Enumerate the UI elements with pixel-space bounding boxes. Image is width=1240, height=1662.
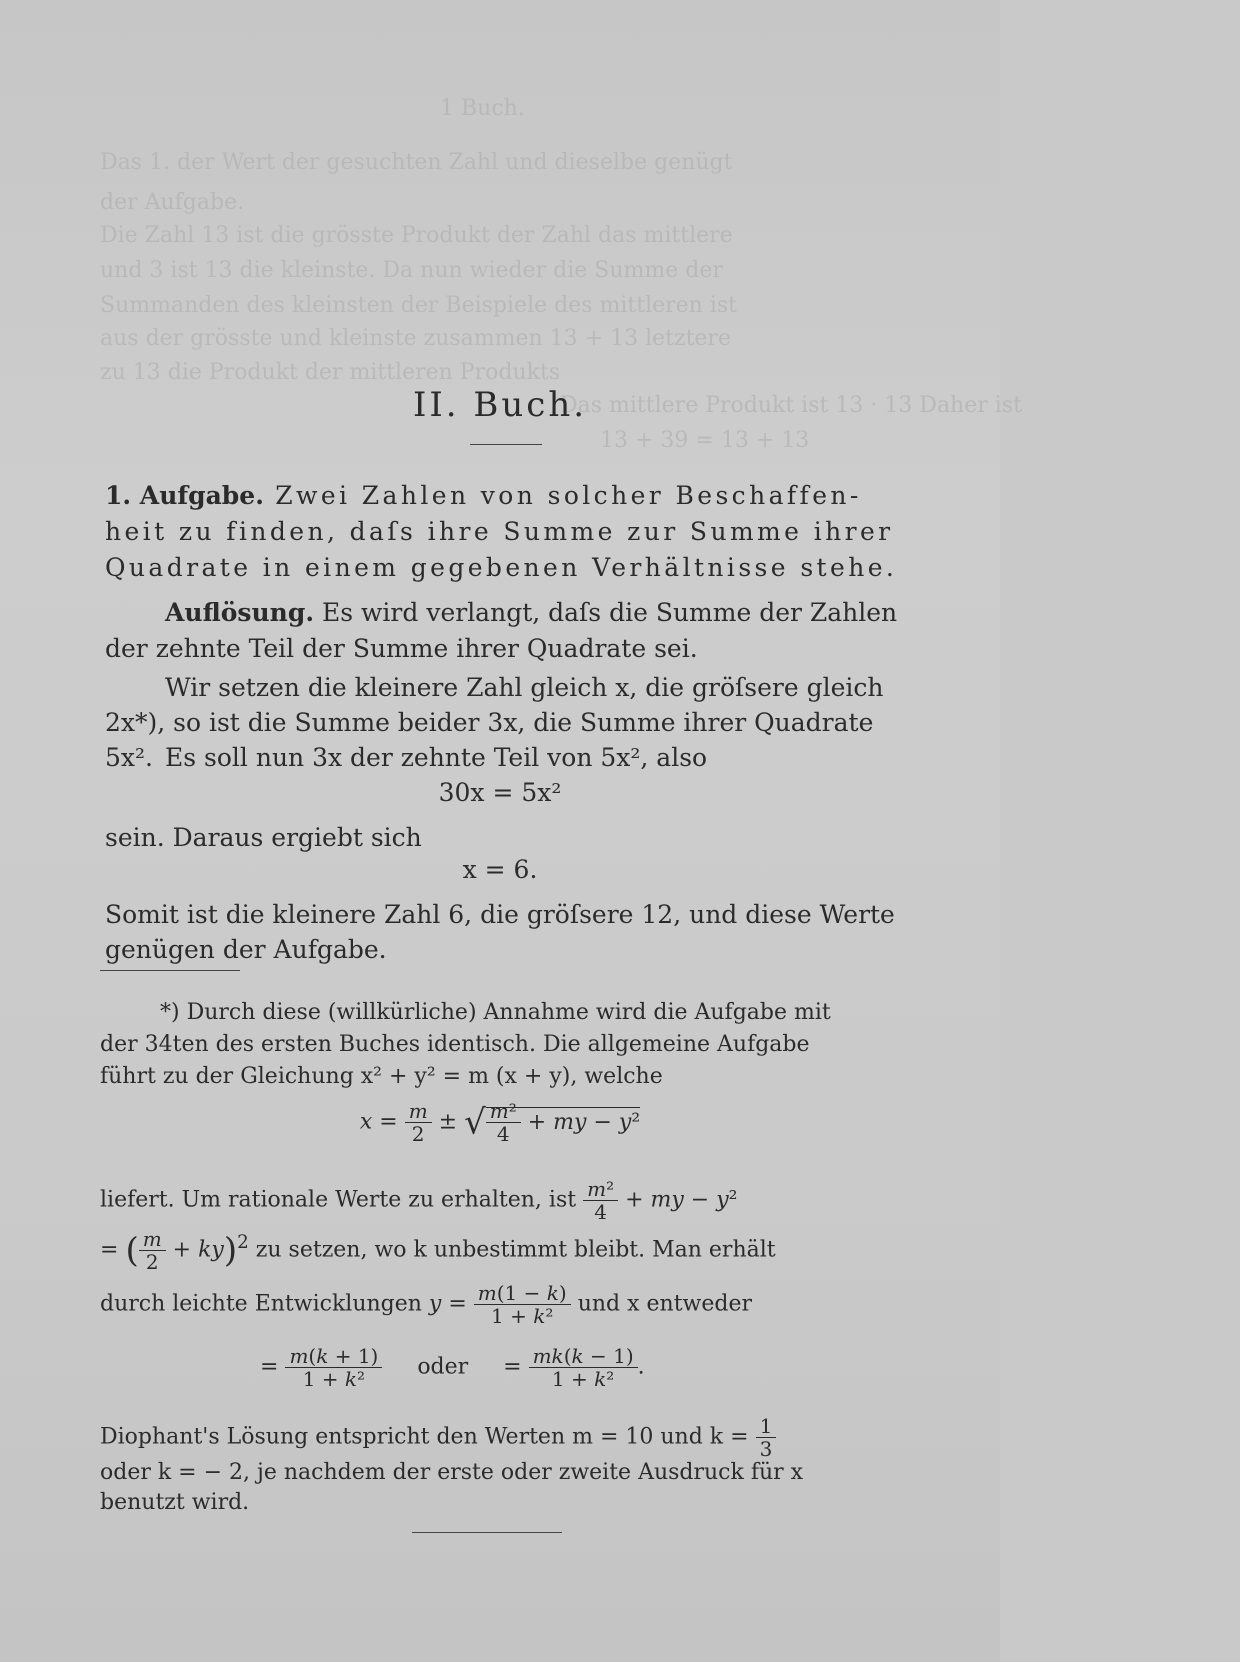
footnote-rule	[100, 970, 240, 971]
fraction: $\frac{\text{m²}}{4}$	[486, 1100, 521, 1145]
footnote-line	[100, 1415, 900, 1460]
bleed-through-line: Summanden des kleinsten der Beispiele des mittleren ist	[100, 293, 738, 318]
chapter-title: II. Buch.	[412, 385, 588, 425]
solution-line: Somit ist die kleinere Zahl 6, die gröſsere 12, und diese Werte	[105, 900, 895, 929]
bleed-through-line: Das mittlere Produkt ist 13 · 13 Daher ist	[560, 393, 1022, 418]
bleed-through-line: der Aufgabe.	[100, 190, 245, 215]
heading-rule	[470, 444, 542, 445]
fraction: $\frac{m}{2}$	[139, 1228, 166, 1273]
solution-line	[165, 595, 910, 630]
fraction: $\frac{m}{2}$	[405, 1100, 432, 1145]
footnote-text: oder	[417, 1354, 469, 1380]
fraction: $\frac{m(k + 1)}{\text{1 + k²}}$	[285, 1345, 382, 1390]
footnote-line: der 34ten des ersten Buches identisch. Die allgemeine Aufgabe	[100, 1032, 810, 1057]
fraction: $\frac{m(1 - k)}{\text{1 + k²}}$	[474, 1282, 571, 1327]
end-rule	[412, 1532, 562, 1533]
bleed-through-line: Die Zahl 13 ist die grösste Produkt der Zahl das mittlere	[100, 223, 733, 248]
problem-label: 1. Aufgabe.	[105, 481, 264, 510]
footnote-line: oder k = − 2, je nachdem der erste oder zweite Ausdruck für x	[100, 1460, 804, 1485]
bleed-through-line: zu 13 die Produkt der mittleren Produkts	[100, 360, 561, 385]
solution-line: sein. Daraus ergiebt sich	[105, 823, 422, 852]
solution-line: der zehnte Teil der Summe ihrer Quadrate sei.	[105, 634, 698, 663]
bleed-through-line: 13 + 39 = 13 + 13	[600, 428, 810, 453]
footnote-text: zu setzen, wo k unbestimmt bleibt. Man erhält	[255, 1237, 776, 1263]
solution-line: genügen der Aufgabe.	[105, 935, 387, 964]
solution-line: Es soll nun 3x der zehnte Teil von 5x², also	[165, 743, 708, 772]
footnote-line: = ( $\frac{m}{2}$ + ky)$^2$ zu setzen, wo k unbestimmt bleibt. Man erhält	[100, 1227, 776, 1274]
bleed-through-line: 1 Buch.	[440, 96, 525, 121]
problem-line: heit zu finden, daſs ihre Summe zur Summe ihrer	[105, 517, 894, 546]
footnote-text: Diophant's Lösung entspricht den Werten m = 10 und k =	[100, 1424, 749, 1450]
fraction: $\frac{\text{m²}}{4}$	[583, 1178, 618, 1223]
footnote-line: durch leichte Entwicklungen y = $\frac{m(1 - k)}{\text{1 + k²}}$ und x entweder	[100, 1281, 753, 1328]
footnote-line: *) Durch diese (willkürliche) Annahme wird die Aufgabe mit	[160, 1000, 831, 1025]
fraction: $\frac{mk(k - 1)}{\text{1 + k²}}$	[529, 1345, 638, 1390]
footnote-line: liefert. Um rationale Werte zu erhalten, ist $\frac{\text{m²}}{4}$ + my − y²	[100, 1177, 738, 1224]
equation: 30x = 5x²	[438, 778, 562, 807]
footnote-text: liefert. Um rationale Werte zu erhalten, ist	[100, 1187, 577, 1213]
footnote-line: = $\frac{m(k + 1)}{\text{1 + k²}}$ oder = $\frac{mk(k - 1)}{\text{1 + k²}}$ .	[260, 1344, 645, 1391]
footnote-line: benutzt wird.	[100, 1490, 250, 1515]
footnote-text: und x entweder	[577, 1291, 753, 1317]
bleed-through-line: Das 1. der Wert der gesuchten Zahl und dieselbe genügt	[100, 150, 733, 175]
fraction: $\frac{1}{3}$	[756, 1415, 777, 1460]
solution-text: Es wird verlangt, daſs die Summe der Zahlen	[322, 598, 898, 627]
problem-line	[105, 478, 905, 513]
bleed-through-line: aus der grösste und kleinste zusammen 13 + 13 letztere	[100, 326, 731, 351]
solution-label: Auflösung.	[165, 598, 315, 627]
bleed-through-line: und 3 ist 13 die kleinste. Da nun wieder die Summe der	[100, 258, 723, 283]
problem-text: Zwei Zahlen von solcher Beschaffen-	[275, 481, 862, 510]
solution-line: 2x*), so ist die Summe beider 3x, die Summe ihrer Quadrate 5x².	[105, 708, 874, 772]
equation: x = 6.	[462, 855, 538, 884]
footnote-line: führt zu der Gleichung x² + y² = m (x + y), welche	[100, 1064, 663, 1089]
footnote-text: durch leichte Entwicklungen	[100, 1291, 422, 1317]
formula-quadratic-root: x = $\frac{m}{2}$ ± √ $\frac{\text{m²}}{4}$ + my − y²	[359, 1099, 641, 1146]
solution-line: Wir setzen die kleinere Zahl gleich x, die gröſsere gleich	[165, 673, 884, 702]
problem-line: Quadrate in einem gegebenen Verhältnisse stehe.	[105, 553, 898, 582]
